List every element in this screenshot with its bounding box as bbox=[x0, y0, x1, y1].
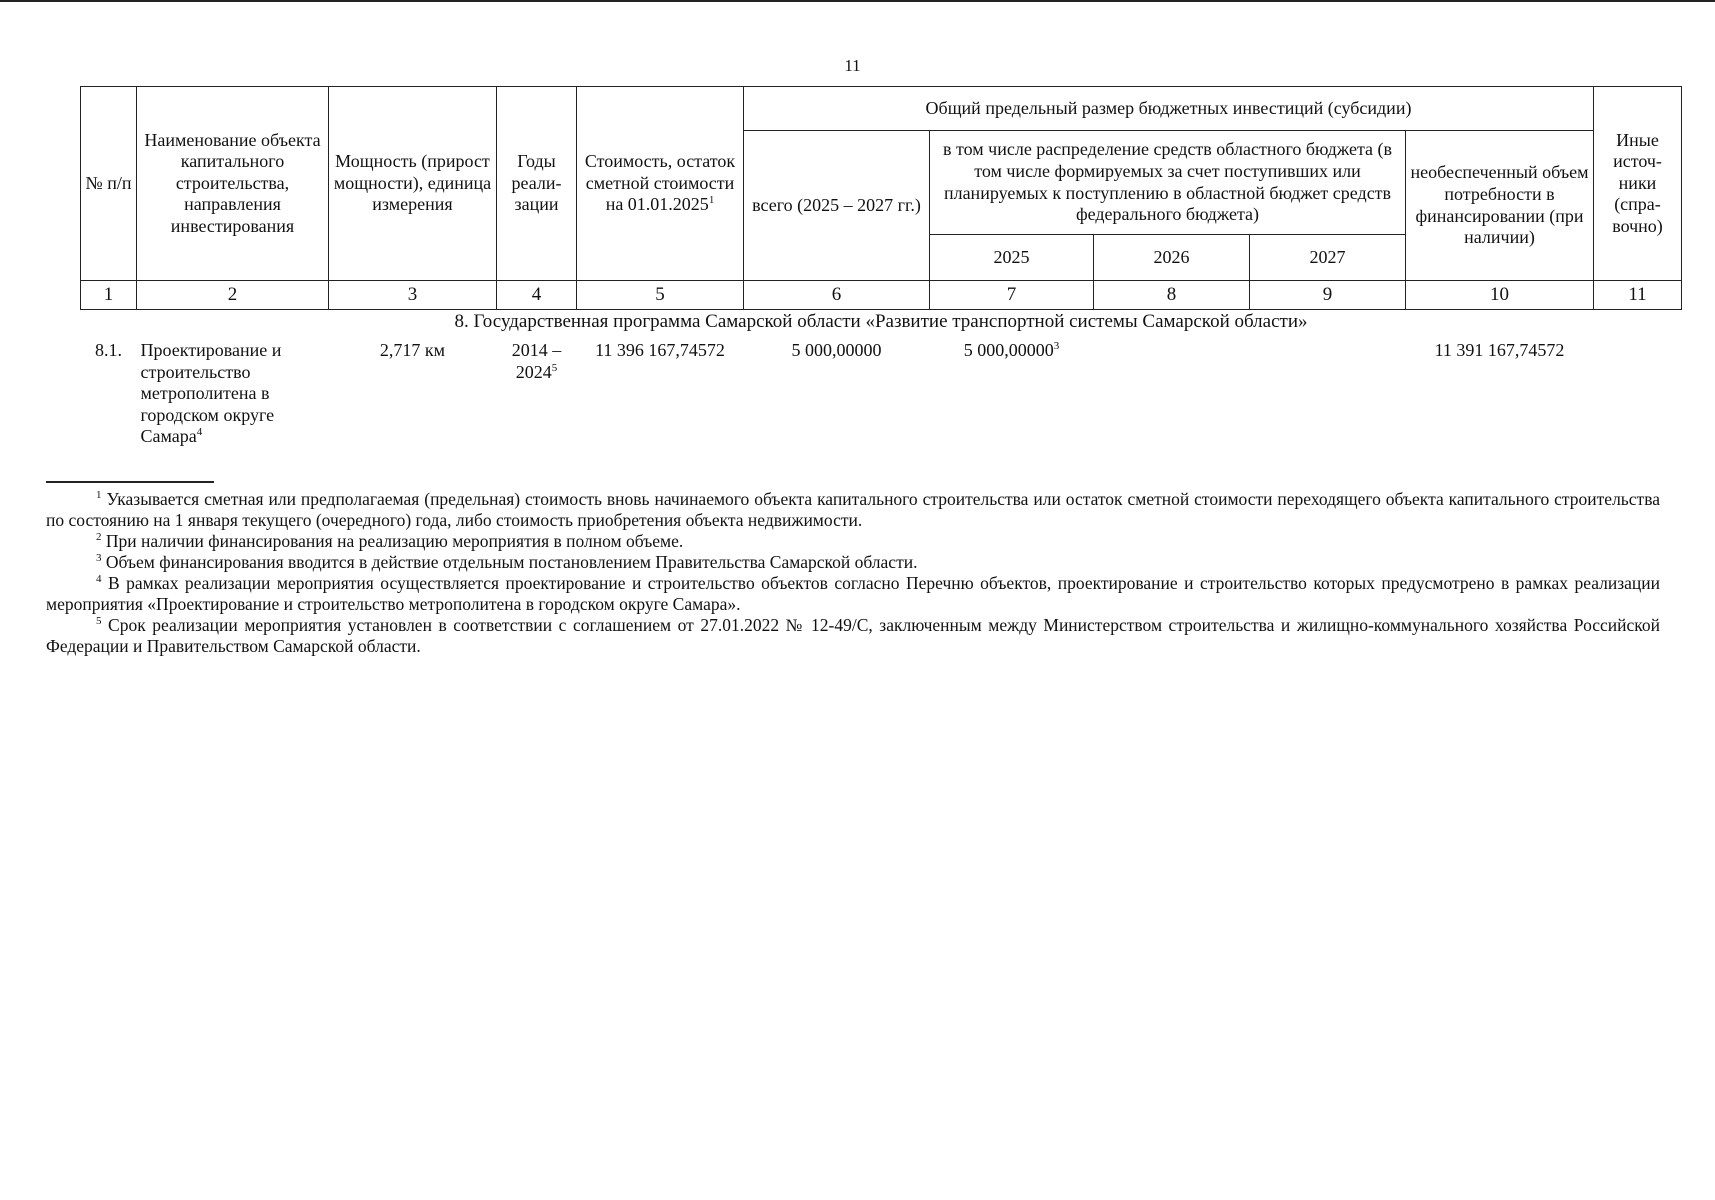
footnote-text: Указывается сметная или предполагаемая (предельная) стоимость вновь начинаемого объекта капитального строительства или остаток сметной стоимости переходящего объекта капитального строительства по состоянию на 1 января текущего (очередного) года, либо стоимость приобретения объекта недвижимости. bbox=[46, 489, 1661, 530]
row-name-sup: 4 bbox=[196, 426, 203, 439]
header-capacity: Мощность (прирост мощности), единица измерения bbox=[329, 87, 497, 281]
footnote-text: В рамках реализации мероприятия осуществляется проектирование и строительство объектов согласно Перечню объектов, проектирование и строительство которых предусмотрено в рамках реализации мероприятия «Проектирование и строительство метрополитена в городском округе Самара». bbox=[46, 573, 1661, 614]
row-capacity: 2,717 км bbox=[379, 340, 446, 360]
footnote-mark: 1 bbox=[96, 489, 102, 502]
header-num: № п/п bbox=[81, 87, 137, 281]
header-cost-sup: 1 bbox=[708, 194, 715, 207]
header-cost bbox=[577, 87, 744, 281]
row-2025 bbox=[930, 334, 1094, 450]
header-name: Наименование объекта капитального строительства, направления инвестирования bbox=[137, 87, 329, 281]
column-number: 10 bbox=[1406, 281, 1594, 310]
row-years-sup: 5 bbox=[551, 361, 558, 374]
footnotes bbox=[46, 489, 1660, 657]
footnote bbox=[46, 489, 1660, 531]
row-2025-text: 5 000,00000 bbox=[963, 340, 1054, 360]
row-years-text: 2014 – 2024 bbox=[511, 340, 562, 382]
page-number: 11 bbox=[844, 56, 861, 75]
header-cost-text: Стоимость, остаток сметной стоимости на 01.01.2025 bbox=[584, 151, 736, 215]
header-year-2026: 2026 bbox=[1094, 235, 1250, 281]
footnote-separator bbox=[46, 481, 214, 483]
column-number: 9 bbox=[1250, 281, 1406, 310]
column-number: 7 bbox=[930, 281, 1094, 310]
column-number: 2 bbox=[137, 281, 329, 310]
footnote-text: При наличии финансирования на реализацию мероприятия в полном объеме. bbox=[105, 531, 684, 551]
footnote-mark: 5 bbox=[96, 615, 102, 628]
column-number: 8 bbox=[1094, 281, 1250, 310]
footnote bbox=[46, 552, 1660, 573]
row-years bbox=[497, 334, 577, 450]
header-total-group: Общий предельный размер бюджетных инвестиций (субсидии) bbox=[744, 87, 1594, 131]
header-other: Иные источ-ники (спра-вочно) bbox=[1594, 87, 1682, 281]
row-num: 8.1. bbox=[95, 340, 122, 360]
budget-investment-table bbox=[80, 86, 1682, 450]
footnote bbox=[46, 615, 1660, 657]
header-year-2027: 2027 bbox=[1250, 235, 1406, 281]
top-border-line bbox=[0, 0, 1715, 2]
header-year-2025: 2025 bbox=[930, 235, 1094, 281]
footnote-mark: 2 bbox=[96, 531, 102, 544]
row-2025-sup: 3 bbox=[1053, 340, 1060, 352]
footnote bbox=[46, 531, 1660, 552]
header-years: Годы реали-зации bbox=[497, 87, 577, 281]
row-name-text: Проектирование и строительство метрополитена в городском округе Самара bbox=[140, 340, 282, 447]
section-title: 8. Государственная программа Самарской области «Развитие транспортной системы Самарской области» bbox=[454, 310, 1308, 332]
footnote-mark: 3 bbox=[96, 552, 102, 565]
row-cost: 11 396 167,74572 bbox=[595, 340, 725, 360]
row-name bbox=[137, 334, 329, 450]
row-other bbox=[1594, 334, 1682, 450]
row-total: 5 000,00000 bbox=[791, 340, 882, 360]
footnote-text: Объем финансирования вводится в действие отдельным постановлением Правительства Самарской области. bbox=[105, 552, 918, 572]
header-unsecured: необеспеченный объем потребности в финансировании (при наличии) bbox=[1406, 131, 1594, 281]
column-number: 3 bbox=[329, 281, 497, 310]
footnote-text: Срок реализации мероприятия установлен в соответствии с соглашением от 27.01.2022 № 12-49/С, заключенным между Министерством строительства и жилищно-коммунального хозяйства Российской Федерации и Правительством Самарской области. bbox=[46, 615, 1661, 656]
column-number: 4 bbox=[497, 281, 577, 310]
row-2026 bbox=[1094, 334, 1250, 450]
column-number: 11 bbox=[1594, 281, 1682, 310]
header-all: всего (2025 – 2027 гг.) bbox=[744, 131, 930, 281]
column-number: 6 bbox=[744, 281, 930, 310]
footnote-mark: 4 bbox=[96, 573, 102, 586]
header-distribution: в том числе распределение средств областного бюджета (в том числе формируемых за счет поступивших или планируемых к поступлению в областной бюджет средств федерального бюджета) bbox=[930, 131, 1406, 235]
row-2027 bbox=[1250, 334, 1406, 450]
column-number: 5 bbox=[577, 281, 744, 310]
table-row bbox=[81, 334, 1682, 450]
row-unsecured: 11 391 167,74572 bbox=[1434, 340, 1565, 360]
footnote bbox=[46, 573, 1660, 615]
column-number: 1 bbox=[81, 281, 137, 310]
